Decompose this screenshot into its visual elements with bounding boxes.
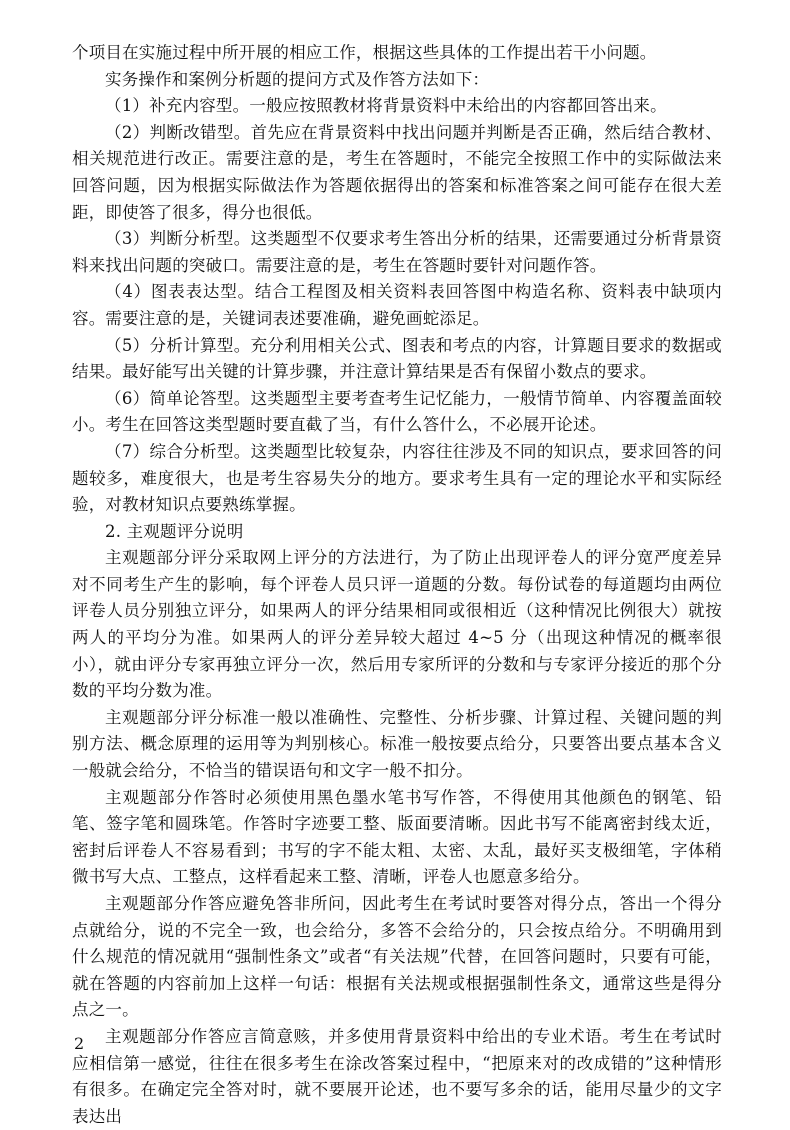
paragraph-answer-points: 主观题部分作答应避免答非所问，因此考生在考试时要答对得分点，答出一个得分点就给分，说的不完全一致，也会给分，多答不会给分的，只会按点给分。不明确用到什么规范的情况就用“强制性条文”或者“有关法规”代替，在回答问题时，只要有可能，就在答题的内容前加上这样一句话：根据有关法规或根据强制性条文，通常这些是得分点之一。 bbox=[72, 894, 722, 1020]
paragraph-concise-answers: 主观题部分作答应言简意赅，并多使用背景资料中给出的专业术语。考生在考试时应相信第一感觉，往往在很多考生在涂改答案过程中，“把原来对的改成错的”这种情形有很多。在确定完全答对时，就不要展开论述，也不要写多余的话，能用尽量少的文字表达出 bbox=[72, 1026, 722, 1126]
paragraph-type-6: （6）简单论答型。这类题型主要考查考生记忆能力，一般情节简单、内容覆盖面较小。考生在回答这类型题时要直截了当，有什么答什么，不必展开论述。 bbox=[72, 388, 722, 435]
paragraph-type-7: （7）综合分析型。这类题型比较复杂，内容往往涉及不同的知识点，要求回答的问题较多，难度很大，也是考生容易失分的地方。要求考生具有一定的理论水平和实际经验，对教材知识点要熟练掌握。 bbox=[72, 441, 722, 515]
paragraph-type-4: （4）图表表达型。结合工程图及相关资料表回答图中构造名称、资料表中缺项内容。需要注意的是，关键词表述要准确，避免画蛇添足。 bbox=[72, 282, 722, 328]
paragraph-type-1: （1）补充内容型。一般应按照教材将背景资料中未给出的内容都回答出来。 bbox=[105, 96, 667, 116]
paragraph-writing-rules: 主观题部分作答时必须使用黑色墨水笔书写作答，不得使用其他颜色的钢笔、铅笔、签字笔和圆珠笔。作答时字迹要工整、版面要清晰。因此书写不能离密封线太近，密封后评卷人不容易看到；书写的字不能太粗、太密、太乱，最好买支极细笔，字体稍微书写大点、工整点，这样看起来工整、清晰，评卷人也愿意多给分。 bbox=[72, 787, 722, 887]
paragraph-scoring-method: 主观题部分评分采取网上评分的方法进行，为了防止出现评卷人的评分宽严度差异对不同考生产生的影响，每个评卷人员只评一道题的分数。每份试卷的每道题均由两位评卷人员分别独立评分，如果两人的评分结果相同或很相近（这种情况比例很大）就按两人的平均分为准。如果两人的评分差异较大超过 4~5 分（出现这种情况的概率很小），就由评分专家再独立评分一次，然后用专家所评的分数和与专家评分接近的那个分数的平均分数为准。 bbox=[72, 548, 722, 701]
paragraph-type-2: （2）判断改错型。首先应在背景资料中找出问题并判断是否正确，然后结合教材、相关规范进行改正。需要注意的是，考生在答题时，不能完全按照工作中的实际做法来回答问题，因为根据实际做法作为答题依据得出的答案和标准答案之间可能存在很大差距，即使答了很多，得分也很低。 bbox=[72, 122, 722, 222]
paragraph-intro-methods: 实务操作和案例分析题的提问方式及作答方法如下： bbox=[105, 69, 490, 89]
paragraph-continuation: 个项目在实施过程中所开展的相应工作，根据这些具体的工作提出若干小问题。 bbox=[72, 43, 657, 62]
document-body bbox=[72, 40, 722, 1130]
page-number: 2 bbox=[74, 1034, 85, 1053]
paragraph-scoring-standard: 主观题部分评分标准一般以准确性、完整性、分析步骤、计算过程、关键问题的判别方法、概念原理的运用等为判别核心。标准一般按要点给分，只要答出要点基本含义一般就会给分，不恰当的错误语句和文字一般不扣分。 bbox=[72, 707, 722, 781]
paragraph-type-3: （3）判断分析型。这类题型不仅要求考生答出分析的结果，还需要通过分析背景资料来找出问题的突破口。需要注意的是，考生在答题时要针对问题作答。 bbox=[72, 229, 722, 275]
paragraph-type-5: （5）分析计算型。充分利用相关公式、图表和考点的内容，计算题目要求的数据或结果。最好能写出关键的计算步骤，并注意计算结果是否有保留小数点的要求。 bbox=[72, 335, 722, 382]
section-heading: 2. 主观题评分说明 bbox=[105, 521, 244, 541]
